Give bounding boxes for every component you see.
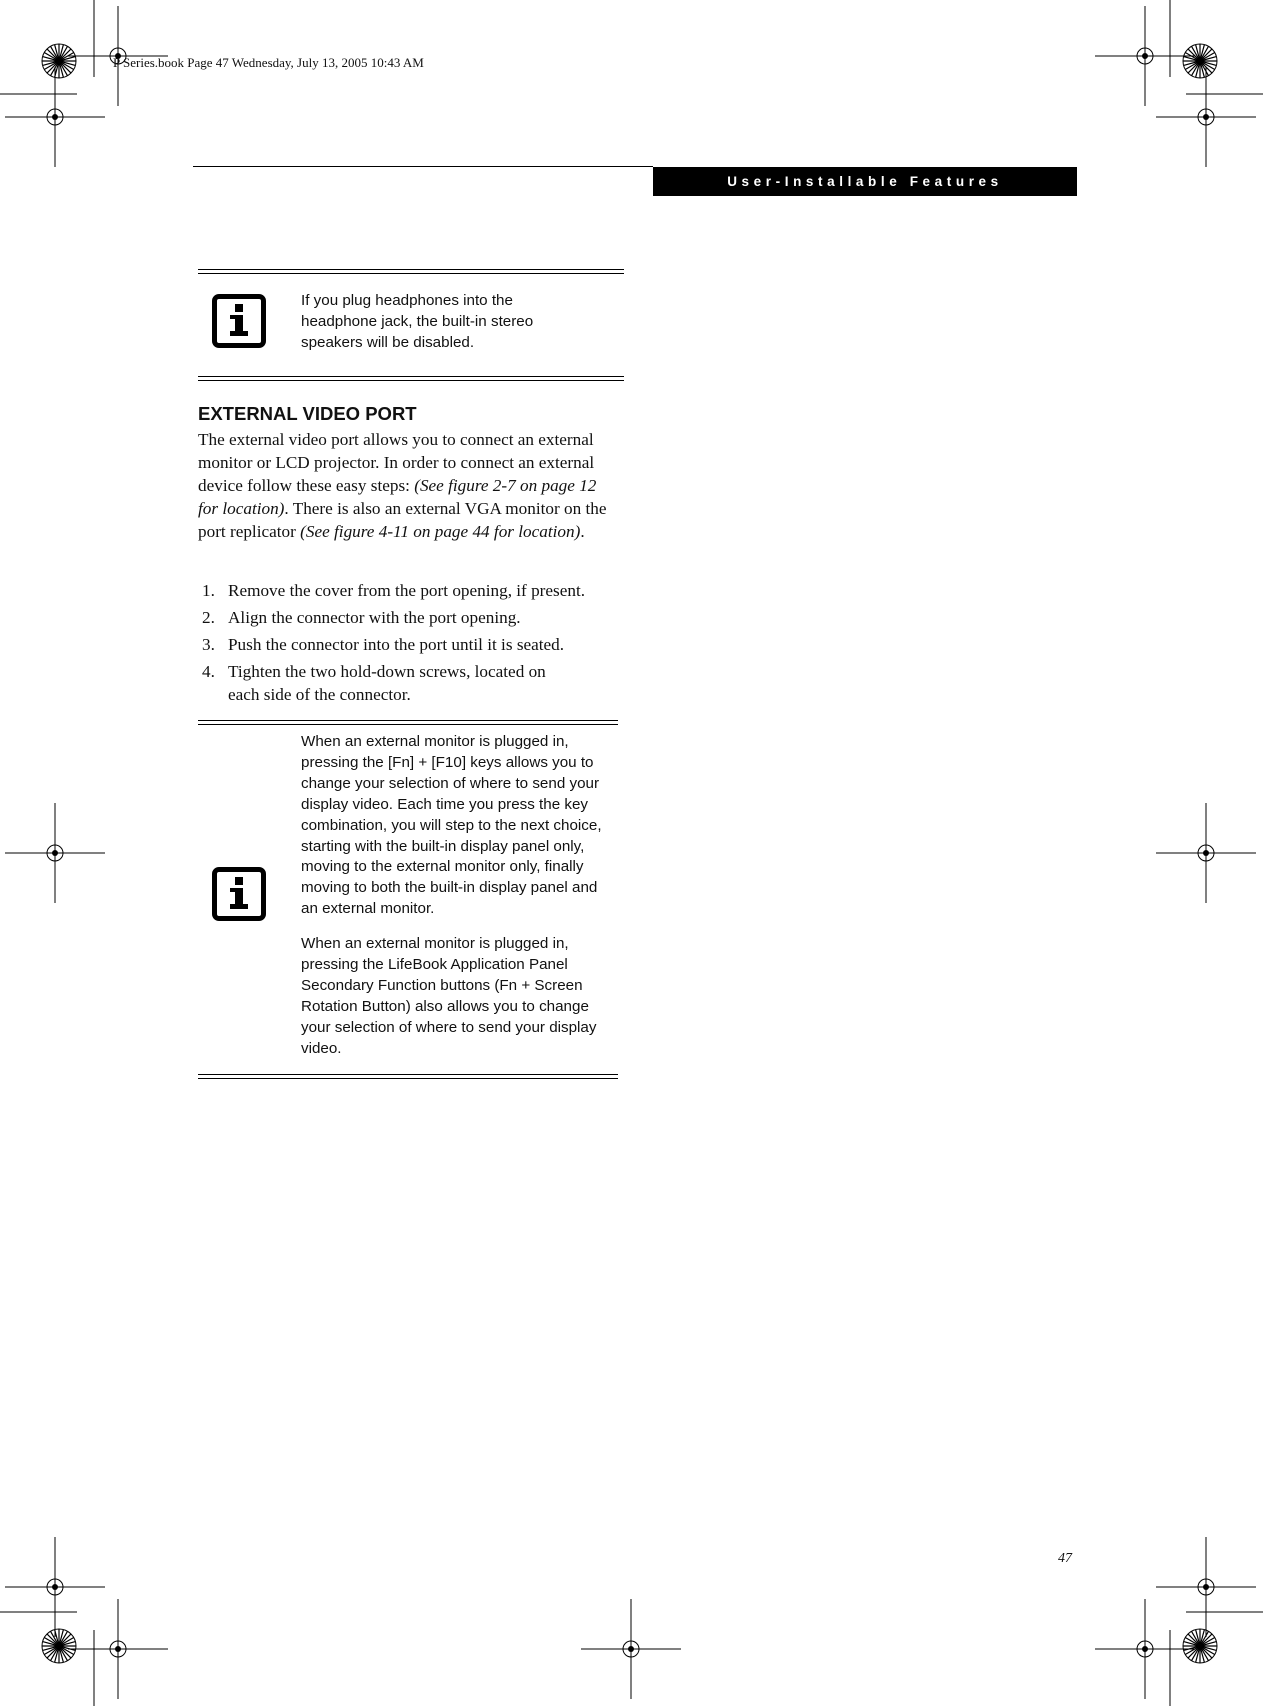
section-paragraph bbox=[198, 428, 618, 543]
figure-reference-1: (See figure 2-7 on page 12 for location) bbox=[198, 476, 597, 518]
para-intro: The external video port allows you to connect an external monitor or LCD projector. In order to connect an external device follow these easy steps: bbox=[198, 430, 595, 495]
para-end: . bbox=[580, 522, 585, 541]
step-text: Remove the cover from the port opening, if present. bbox=[228, 581, 586, 600]
note1-text: If you plug headphones into the headphone jack, the built-in stereo speakers will be disabled. bbox=[301, 292, 534, 351]
note1-bottom-rule bbox=[198, 376, 624, 381]
step-number: 1. bbox=[202, 581, 215, 600]
note2-top-rule bbox=[198, 720, 618, 725]
header-rule bbox=[193, 166, 653, 167]
step-text: Tighten the two hold-down screws, located on each side of the connector. bbox=[228, 662, 546, 704]
para-mid: . There is also an external VGA monitor on the port replicator bbox=[198, 499, 607, 541]
steps-list bbox=[198, 579, 628, 710]
file-info-header: P Series.book Page 47 Wednesday, July 13, 2005 10:43 AM bbox=[113, 55, 424, 70]
info-icon bbox=[212, 294, 266, 348]
section-title-bar: User-Installable Features bbox=[653, 167, 1077, 196]
info-icon bbox=[212, 867, 266, 921]
note2-bottom-rule bbox=[198, 1074, 618, 1079]
page-number: 47 bbox=[1058, 1551, 1072, 1566]
note1-top-rule bbox=[198, 269, 624, 274]
figure-reference-2: (See figure 4-11 on page 44 for location) bbox=[300, 522, 581, 541]
list-item bbox=[198, 606, 628, 629]
step-number: 3. bbox=[202, 635, 215, 654]
list-item bbox=[198, 579, 628, 602]
section-heading: EXTERNAL VIDEO PORT bbox=[198, 403, 417, 424]
step-text: Align the connector with the port opening. bbox=[228, 608, 521, 627]
note2-text-1: When an external monitor is plugged in, pressing the [Fn] + [F10] keys allows you to change your selection of where to send your display video. Each time you press the key combination, you will step to the next choice, starting with the built-in display panel only, moving to the external monitor only, finally moving to both the built-in display panel and an external monitor. bbox=[301, 733, 602, 918]
step-text: Push the connector into the port until it is seated. bbox=[228, 635, 565, 654]
step-number: 2. bbox=[202, 608, 215, 627]
note2-text-2: When an external monitor is plugged in, pressing the LifeBook Application Panel Secondary Function buttons (Fn + Screen Rotation Button) also allows you to change your selection of where to send your display video. bbox=[301, 935, 597, 1057]
list-item bbox=[198, 660, 628, 706]
list-item bbox=[198, 633, 628, 656]
step-number: 4. bbox=[202, 662, 215, 681]
